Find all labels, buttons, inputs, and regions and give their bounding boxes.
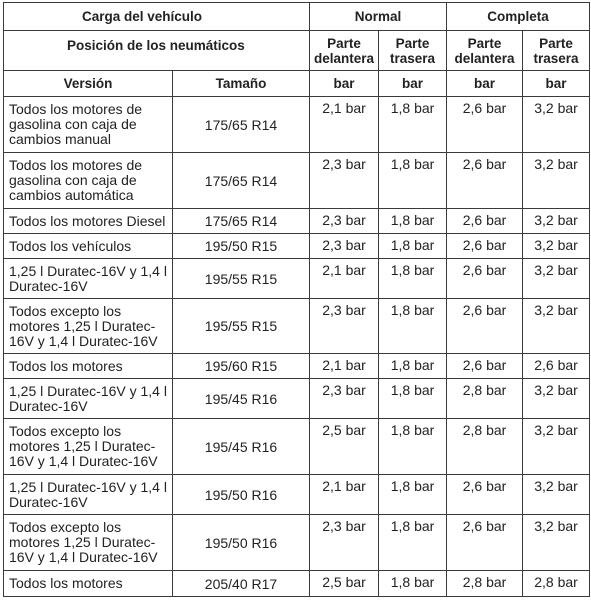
size-cell: 175/65 R14 — [173, 209, 310, 234]
normal-rear-cell: 1,8 bar — [379, 354, 447, 379]
full-front-cell: 2,8 bar — [447, 379, 523, 419]
full-rear-cell: 3,2 bar — [523, 234, 590, 259]
normal-rear-cell: 1,8 bar — [379, 515, 447, 571]
header-unit-normal-front: bar — [310, 71, 379, 97]
full-front-cell: 2,8 bar — [447, 419, 523, 475]
table-body — [4, 97, 590, 597]
header-row-position — [4, 31, 590, 71]
normal-front-cell: 2,3 bar — [310, 209, 379, 234]
full-rear-cell: 3,2 bar — [523, 515, 590, 571]
table-row — [4, 354, 590, 379]
header-unit-full-rear: bar — [523, 71, 590, 97]
table-row — [4, 259, 590, 299]
header-tire-position: Posición de los neumáticos — [4, 31, 310, 71]
normal-rear-cell: 1,8 bar — [379, 209, 447, 234]
size-cell: 195/50 R16 — [173, 515, 310, 571]
full-front-cell: 2,6 bar — [447, 153, 523, 209]
full-front-cell: 2,6 bar — [447, 209, 523, 234]
header-full: Completa — [447, 3, 590, 31]
full-front-cell: 2,6 bar — [447, 97, 523, 153]
size-cell: 195/60 R15 — [173, 354, 310, 379]
version-cell: 1,25 l Duratec-16V y 1,4 l Duratec-16V — [4, 379, 173, 419]
header-vehicle-load: Carga del vehículo — [4, 3, 310, 31]
normal-front-cell: 2,5 bar — [310, 419, 379, 475]
table-row — [4, 153, 590, 209]
version-cell: 1,25 l Duratec-16V y 1,4 l Duratec-16V — [4, 475, 173, 515]
table-row — [4, 419, 590, 475]
table-row — [4, 571, 590, 597]
version-cell: 1,25 l Duratec-16V y 1,4 l Duratec-16V — [4, 259, 173, 299]
size-cell: 195/50 R15 — [173, 234, 310, 259]
normal-rear-cell: 1,8 bar — [379, 299, 447, 354]
full-rear-cell: 3,2 bar — [523, 259, 590, 299]
normal-rear-cell: 1,8 bar — [379, 419, 447, 475]
full-front-cell: 2,8 bar — [447, 571, 523, 597]
normal-front-cell: 2,3 bar — [310, 299, 379, 354]
header-normal-rear: Parte trasera — [379, 31, 447, 71]
table-row — [4, 234, 590, 259]
size-cell: 195/55 R15 — [173, 259, 310, 299]
normal-rear-cell: 1,8 bar — [379, 259, 447, 299]
normal-rear-cell: 1,8 bar — [379, 379, 447, 419]
full-rear-cell: 3,2 bar — [523, 153, 590, 209]
full-rear-cell: 3,2 bar — [523, 379, 590, 419]
header-unit-normal-rear: bar — [379, 71, 447, 97]
size-cell: 195/50 R16 — [173, 475, 310, 515]
header-row-load — [4, 3, 590, 31]
table-row — [4, 97, 590, 153]
version-cell: Todos los motores — [4, 571, 173, 597]
full-front-cell: 2,6 bar — [447, 475, 523, 515]
full-rear-cell: 2,8 bar — [523, 571, 590, 597]
full-rear-cell: 3,2 bar — [523, 97, 590, 153]
normal-front-cell: 2,3 bar — [310, 153, 379, 209]
table-row — [4, 379, 590, 419]
full-front-cell: 2,6 bar — [447, 234, 523, 259]
version-cell: Todos los motores de gasolina con caja de cambios manual — [4, 97, 173, 153]
size-cell: 195/55 R15 — [173, 299, 310, 354]
size-cell: 195/45 R16 — [173, 379, 310, 419]
table-row — [4, 475, 590, 515]
header-row-columns — [4, 71, 590, 97]
full-rear-cell: 3,2 bar — [523, 299, 590, 354]
header-size: Tamaño — [173, 71, 310, 97]
full-front-cell: 2,6 bar — [447, 299, 523, 354]
normal-front-cell: 2,1 bar — [310, 354, 379, 379]
normal-front-cell: 2,5 bar — [310, 571, 379, 597]
normal-front-cell: 2,1 bar — [310, 475, 379, 515]
normal-front-cell: 2,3 bar — [310, 515, 379, 571]
table-row — [4, 515, 590, 571]
normal-rear-cell: 1,8 bar — [379, 571, 447, 597]
normal-rear-cell: 1,8 bar — [379, 475, 447, 515]
normal-rear-cell: 1,8 bar — [379, 97, 447, 153]
size-cell: 175/65 R14 — [173, 153, 310, 209]
size-cell: 205/40 R17 — [173, 571, 310, 597]
table-row — [4, 299, 590, 354]
version-cell: Todos los motores de gasolina con caja de cambios automática — [4, 153, 173, 209]
normal-rear-cell: 1,8 bar — [379, 153, 447, 209]
full-rear-cell: 3,2 bar — [523, 419, 590, 475]
normal-front-cell: 2,1 bar — [310, 259, 379, 299]
version-cell: Todos excepto los motores 1,25 l Duratec-16V y 1,4 l Duratec-16V — [4, 515, 173, 571]
header-full-front: Parte delantera — [447, 31, 523, 71]
header-unit-full-front: bar — [447, 71, 523, 97]
full-rear-cell: 3,2 bar — [523, 475, 590, 515]
normal-front-cell: 2,1 bar — [310, 97, 379, 153]
full-front-cell: 2,6 bar — [447, 259, 523, 299]
normal-rear-cell: 1,8 bar — [379, 234, 447, 259]
full-rear-cell: 3,2 bar — [523, 209, 590, 234]
full-front-cell: 2,6 bar — [447, 354, 523, 379]
version-cell: Todos los vehículos — [4, 234, 173, 259]
size-cell: 195/45 R16 — [173, 419, 310, 475]
table-header — [4, 3, 590, 97]
full-front-cell: 2,6 bar — [447, 515, 523, 571]
header-normal: Normal — [310, 3, 447, 31]
normal-front-cell: 2,3 bar — [310, 379, 379, 419]
tire-pressure-table — [3, 2, 590, 597]
header-full-rear: Parte trasera — [523, 31, 590, 71]
size-cell: 175/65 R14 — [173, 97, 310, 153]
header-version: Versión — [4, 71, 173, 97]
version-cell: Todos excepto los motores 1,25 l Duratec-16V y 1,4 l Duratec-16V — [4, 299, 173, 354]
version-cell: Todos los motores Diesel — [4, 209, 173, 234]
header-normal-front: Parte delantera — [310, 31, 379, 71]
version-cell: Todos excepto los motores 1,25 l Duratec-16V y 1,4 l Duratec-16V — [4, 419, 173, 475]
version-cell: Todos los motores — [4, 354, 173, 379]
normal-front-cell: 2,3 bar — [310, 234, 379, 259]
table-row — [4, 209, 590, 234]
full-rear-cell: 2,6 bar — [523, 354, 590, 379]
